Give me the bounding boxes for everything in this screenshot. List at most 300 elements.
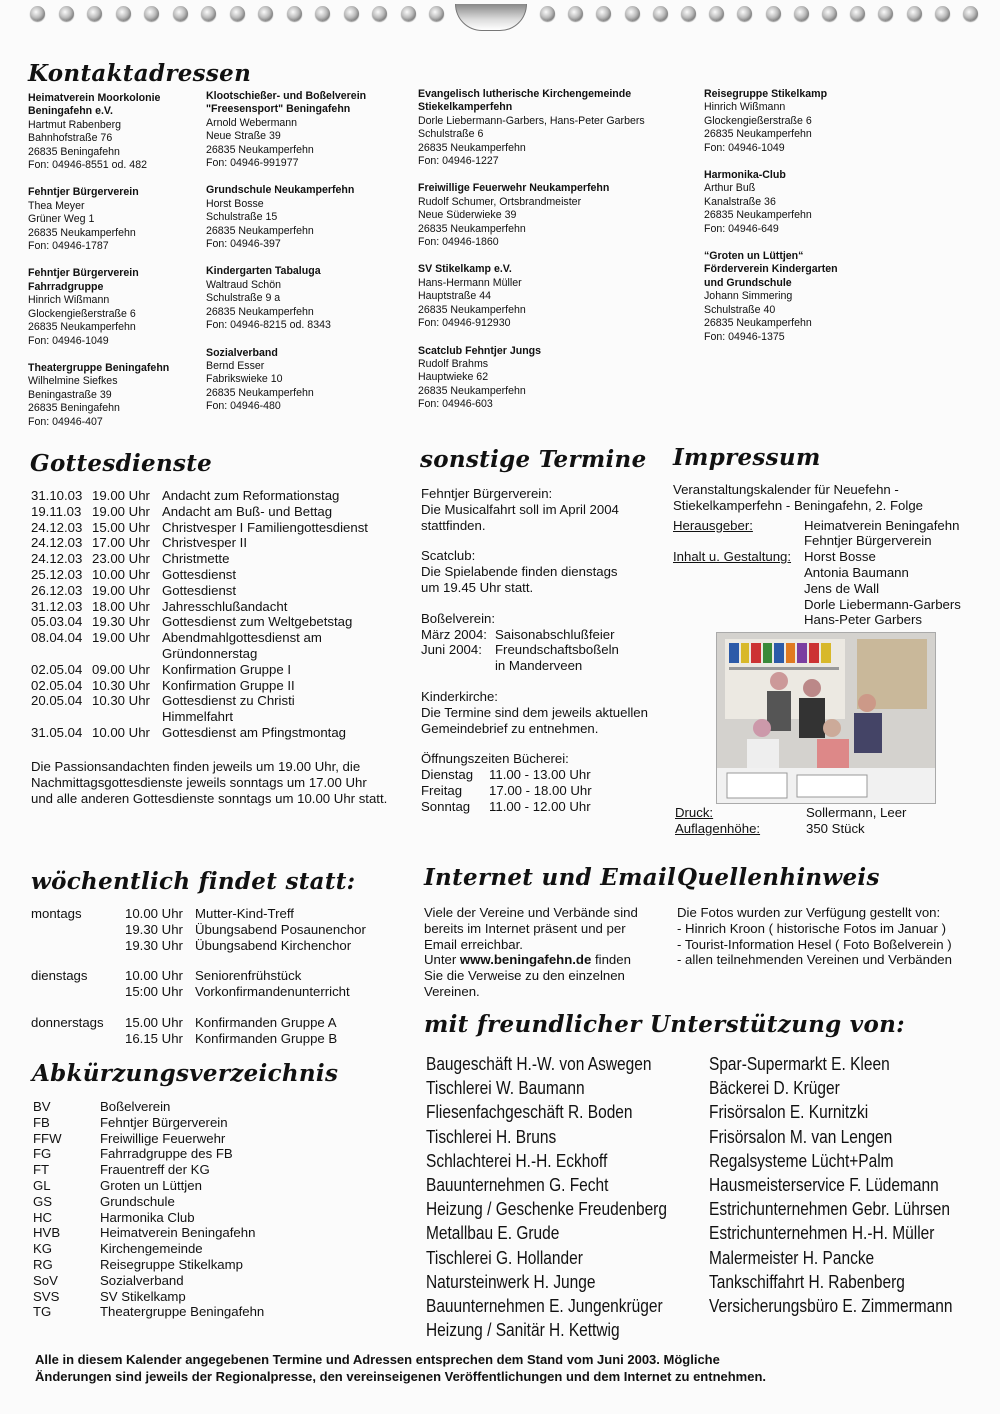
hanger-hook-icon <box>455 4 527 31</box>
sources-line: - Hinrich Kroon ( historische Fotos im Januar ) <box>677 920 946 936</box>
sponsor-item: Frisörsalon M. van Lengen <box>709 1126 893 1147</box>
heading-woechentlich: wöchentlich findet statt: <box>31 868 356 895</box>
contact-line: Neue Süderwieke 39 <box>418 209 517 222</box>
sponsor-item: Hausmeisterservice F. Lüdemann <box>709 1175 939 1196</box>
team-photo <box>716 632 936 804</box>
service-row <box>31 488 416 504</box>
weekly-what: Seniorenfrühstück <box>195 968 302 984</box>
contact-entry <box>28 362 203 429</box>
weekly-day-block <box>31 1015 411 1047</box>
internet-text <box>424 905 664 1000</box>
service-desc <box>162 614 352 630</box>
impressum-value: Antonia Baumann <box>804 564 909 580</box>
contact-entry <box>206 184 411 251</box>
internet-line: Vereinen. <box>424 983 480 999</box>
weekly-items <box>125 968 350 1000</box>
contact-line: Fon: 04946-397 <box>206 238 281 251</box>
sponsor-item: Estrichunternehmen Gebr. Lührsen <box>709 1199 950 1220</box>
services-note-line: Die Passionsandachten finden jeweils um 19.00 Uhr, die <box>31 759 361 774</box>
service-date: 02.05.04 <box>31 677 83 693</box>
binding-ring-icon <box>709 6 724 21</box>
contact-line: 26835 Neukamperfehn <box>28 226 136 239</box>
sponsor-item: Bäckerei D. Krüger <box>709 1078 840 1099</box>
sponsor-item: Heizung / Geschenke Freudenberg <box>426 1199 667 1220</box>
service-date: 31.10.03 <box>31 488 83 503</box>
contact-name: Sozialverband <box>206 346 278 359</box>
impressum-row <box>673 549 983 628</box>
service-desc <box>162 599 287 615</box>
service-time: 15.00 Uhr <box>92 519 150 535</box>
service-desc <box>162 693 295 725</box>
abbreviation-key: KG <box>33 1241 53 1257</box>
contact-name: Beningafehn e.V. <box>28 105 113 118</box>
abbreviation-row <box>33 1304 363 1320</box>
contact-line: Hans-Hermann Müller <box>418 276 522 289</box>
contact-line: Fon: 04946-603 <box>418 398 493 411</box>
contact-line: Fon: 04946-1227 <box>418 155 499 168</box>
service-date: 20.05.04 <box>31 693 83 709</box>
contact-line: 26835 Neukamperfehn <box>206 224 314 237</box>
sources-line: - Tourist-Information Hesel ( Foto Boßelverein ) <box>677 936 952 952</box>
abbreviation-value: Heimatverein Beningafehn <box>100 1225 256 1241</box>
abbreviation-key: FB <box>33 1114 50 1130</box>
event-bossel-what <box>495 627 615 643</box>
library-hours-row <box>421 767 671 783</box>
contact-name: Fehntjer Bürgerverein <box>28 186 139 199</box>
service-time: 10.30 Uhr <box>92 693 150 709</box>
impressum-block <box>673 482 983 628</box>
print-info-row <box>675 821 975 837</box>
sponsor-item: Heizung / Sanitär H. Kettwig <box>426 1320 620 1341</box>
footer-line: Alle in diesem Kalender angegebenen Termine und Adressen entsprechen dem Stand vom Juni 2003. Mögliche <box>35 1352 720 1367</box>
service-date: 02.05.04 <box>31 661 83 677</box>
event-bossel-when: März 2004: <box>421 626 487 642</box>
sponsor-item: Regalsysteme Lücht+Palm <box>709 1150 894 1171</box>
contact-line: Fon: 04946-8215 od. 8343 <box>206 319 331 332</box>
abbreviation-value: Freiwillige Feuerwehr <box>100 1130 226 1146</box>
contact-entry <box>28 186 203 253</box>
impressum-value: Heimatverein Beningafehn <box>804 517 960 533</box>
abbreviation-key: BV <box>33 1099 51 1114</box>
service-desc-line: Gottesdienst <box>162 582 237 598</box>
service-desc-line: Andacht zum Reformationstag <box>162 488 340 503</box>
event-fbv-line: Fehntjer Bürgerverein: <box>421 486 553 501</box>
service-desc <box>162 520 368 536</box>
footer-note <box>35 1351 975 1385</box>
print-info-label: Druck: <box>675 805 714 820</box>
abbreviation-row <box>33 1131 363 1147</box>
contact-line: Rudolf Brahms <box>418 357 489 370</box>
service-desc <box>162 725 346 741</box>
weekly-time: 19.30 Uhr <box>125 921 183 937</box>
contact-line: Arnold Webermann <box>206 116 298 129</box>
weekly-time: 15:00 Uhr <box>125 984 183 1000</box>
service-time: 19.00 Uhr <box>92 630 150 646</box>
service-date: 19.11.03 <box>31 503 82 519</box>
event-fbv-line: Die Musicalfahrt soll im April 2004 <box>421 501 619 517</box>
contact-line: Thea Meyer <box>28 199 85 212</box>
event-bossel-row <box>421 627 671 643</box>
impressum-intro-line: Stiekelkamperfehn - Beningafehn, 2. Folge <box>673 497 923 513</box>
binding-ring-icon <box>963 6 978 21</box>
impressum-intro <box>673 482 983 514</box>
service-date: 31.12.03 <box>31 598 83 614</box>
abbreviation-key: FFW <box>33 1130 62 1146</box>
abbreviation-key: TG <box>33 1304 52 1320</box>
impressum-intro-line: Veranstaltungskalender für Neuefehn - <box>673 482 899 497</box>
contact-name: Heimatverein Moorkolonie <box>28 92 161 104</box>
abbreviation-row <box>33 1257 363 1273</box>
contact-entry <box>418 263 693 330</box>
event-bossel-what <box>495 642 619 674</box>
abbreviation-key: GS <box>33 1193 53 1209</box>
contact-line: 26835 Beningafehn <box>28 145 120 158</box>
weekly-item <box>125 984 350 1000</box>
service-row <box>31 693 416 725</box>
abbreviation-key: RG <box>33 1256 53 1272</box>
contact-line: Beningastraße 39 <box>28 388 112 401</box>
service-time: 18.00 Uhr <box>92 598 150 614</box>
contact-line: Fon: 04946-649 <box>704 222 779 235</box>
weekly-item <box>125 1015 337 1031</box>
binding-ring-icon <box>850 6 865 21</box>
contact-line: Fon: 04946-1860 <box>418 236 499 249</box>
contact-line: 26835 Neukamperfehn <box>418 303 526 316</box>
print-info <box>675 805 975 837</box>
contact-line: Horst Bosse <box>206 197 264 210</box>
service-desc <box>162 630 322 662</box>
weekly-day-block <box>31 968 411 1000</box>
abbreviation-value: Reisegruppe Stikelkamp <box>100 1256 243 1272</box>
abbreviation-value: SV Stikelkamp <box>100 1288 186 1304</box>
abbreviation-value: Boßelverein <box>100 1099 171 1114</box>
abbreviation-row <box>33 1162 363 1178</box>
weekly-day: donnerstags <box>31 1014 104 1030</box>
contact-line: Hinrich Wißmann <box>28 294 110 307</box>
library-hours <box>421 751 671 814</box>
event-kinderkirche-line: Kinderkirche: <box>421 688 498 704</box>
abbreviation-value: Fahrradgruppe des FB <box>100 1146 233 1162</box>
contact-line: Schulstraße 40 <box>704 303 776 316</box>
sources-line: Die Fotos wurden zur Verfügung gestellt von: <box>677 905 941 920</box>
service-row <box>31 551 416 567</box>
service-desc-line: Jahresschlußandacht <box>162 598 288 614</box>
contact-line: 26835 Neukamperfehn <box>206 386 314 399</box>
contact-line: Hauptstraße 44 <box>418 290 492 303</box>
contact-name: und Grundschule <box>704 276 792 289</box>
binding-ring-icon <box>568 6 583 21</box>
binding-ring-icon <box>230 6 245 21</box>
binding-ring-icon <box>87 6 102 21</box>
contact-name: Förderverein Kindergarten <box>704 263 838 276</box>
sponsors-right <box>709 1052 989 1318</box>
contact-name: Klootschießer- und Boßelverein <box>206 90 367 102</box>
contact-line: Fon: 04946-1049 <box>28 334 109 347</box>
weekly-day: dienstags <box>31 968 88 984</box>
contact-entry <box>704 88 904 155</box>
service-row <box>31 583 416 599</box>
internet-line <box>424 952 664 968</box>
contact-line: 26835 Neukamperfehn <box>418 141 526 154</box>
contact-line: Wilhelmine Siefkes <box>28 375 118 388</box>
contact-line: Waltraud Schön <box>206 278 281 291</box>
contact-line: Fon: 04946-1787 <box>28 240 109 253</box>
service-desc-line: Andacht am Buß- und Bettag <box>162 503 333 519</box>
print-info-value: Sollermann, Leer <box>806 805 907 820</box>
binding-ring-icon <box>681 6 696 21</box>
abbreviation-value: Sozialverband <box>100 1272 184 1288</box>
services-list <box>31 488 416 741</box>
impressum-label: Inhalt u. Gestaltung: <box>673 549 792 565</box>
contact-line: 26835 Neukamperfehn <box>704 209 812 222</box>
impressum-value: Hans-Peter Garbers <box>804 612 922 628</box>
event-fbv <box>421 486 671 533</box>
sponsor-item: Tankschiffahrt H. Rabenberg <box>709 1271 905 1292</box>
service-time: 17.00 Uhr <box>92 535 150 551</box>
service-row <box>31 678 416 694</box>
binding-ring-icon <box>173 6 188 21</box>
contact-line: Fon: 04946-8551 od. 482 <box>28 159 147 172</box>
contact-line: Hinrich Wißmann <box>704 101 786 114</box>
binding-ring-icon <box>540 6 555 21</box>
weekly-time: 16.15 Uhr <box>125 1030 183 1046</box>
heading-quellenhinweis: Quellenhinweis <box>677 864 880 891</box>
contact-line: 26835 Neukamperfehn <box>418 222 526 235</box>
service-time: 10.30 Uhr <box>92 677 150 693</box>
contact-name: Fahrradgruppe <box>28 280 104 293</box>
contact-line: 26835 Neukamperfehn <box>418 384 526 397</box>
weekly-item <box>125 922 366 938</box>
binding-ring-icon <box>30 6 45 21</box>
contact-line: Arthur Buß <box>704 182 756 195</box>
contact-name: Stiekelkamperfehn <box>418 101 513 114</box>
contact-name: “Groten un Lüttjen“ <box>704 250 804 263</box>
binding-ring-icon <box>116 6 131 21</box>
contact-line: Rudolf Schumer, Ortsbrandmeister <box>418 195 582 208</box>
weekly-what: Mutter-Kind-Treff <box>195 906 294 921</box>
service-date: 24.12.03 <box>31 535 83 551</box>
library-hours-row <box>421 783 671 799</box>
library-day: Freitag <box>421 782 463 798</box>
weekly-time: 10.00 Uhr <box>125 968 183 984</box>
weekly-items <box>125 1015 337 1047</box>
services-note <box>31 759 421 806</box>
library-hours-head: Öffnungszeiten Bücherei: <box>421 751 569 767</box>
service-desc-line: Christmette <box>162 551 230 567</box>
impressum-value: Jens de Wall <box>804 580 880 596</box>
event-scatclub <box>421 548 671 595</box>
sponsor-item: Schlachterei H.-H. Eckhoff <box>426 1150 608 1171</box>
binding-ring-icon <box>429 6 444 21</box>
abbreviation-value: Fehntjer Bürgerverein <box>100 1114 228 1130</box>
service-row <box>31 599 416 615</box>
service-desc-line: Gottesdienst am Pfingstmontag <box>162 724 346 740</box>
library-time: 17.00 - 18.00 Uhr <box>489 782 592 798</box>
event-bossel-what-line: Saisonabschlußfeier <box>495 626 615 642</box>
contact-entry <box>418 182 693 249</box>
weekly-item <box>125 968 350 984</box>
service-date: 31.05.04 <box>31 724 83 740</box>
binding-ring-icon <box>596 6 611 21</box>
contact-line: 26835 Neukamperfehn <box>206 305 314 318</box>
binding-ring-icon <box>935 6 950 21</box>
contact-entry <box>206 347 411 414</box>
abbreviation-row <box>33 1115 363 1131</box>
contact-line: Kanalstraße 36 <box>704 195 776 208</box>
abbreviation-value: Kirchengemeinde <box>100 1241 203 1257</box>
service-time: 19.00 Uhr <box>92 503 150 519</box>
sources-text <box>677 905 987 968</box>
heading-kontaktadressen: Kontaktadressen <box>28 60 252 87</box>
weekly-what: Übungsabend Posaunenchor <box>195 921 366 937</box>
event-bossel-head: Boßelverein: <box>421 610 496 626</box>
binding-ring-icon <box>201 6 216 21</box>
sources-line: - allen teilnehmenden Vereinen und Verbänden <box>677 952 952 968</box>
service-time: 10.00 Uhr <box>92 566 150 582</box>
binding-ring-icon <box>794 6 809 21</box>
services-note-line: und alle anderen Gottesdienste sonntags um 10.00 Uhr statt. <box>31 790 388 806</box>
contact-line: Neue Straße 39 <box>206 130 281 143</box>
binding-ring-icon <box>258 6 273 21</box>
contact-entry <box>704 169 904 236</box>
heading-unterstuetzung: mit freundlicher Unterstützung von: <box>424 1011 905 1038</box>
service-desc <box>162 551 229 567</box>
contact-name: Grundschule Neukamperfehn <box>206 184 355 197</box>
weekly-what: Vorkonfirmandenunterricht <box>195 984 350 1000</box>
abbreviation-key: FG <box>33 1146 52 1162</box>
services-note-line: Nachmittagsgottesdienste jeweils sonntags um 17.00 Uhr <box>31 774 367 790</box>
binding-ring-icon <box>907 6 922 21</box>
service-date: 05.03.04 <box>31 614 83 630</box>
contact-name: Fehntjer Bürgerverein <box>28 267 139 280</box>
service-desc <box>162 504 332 520</box>
service-desc <box>162 567 236 583</box>
print-info-row <box>675 805 975 821</box>
contact-name: "Freesensport" Beningafehn <box>206 103 351 116</box>
internet-suffix: finden <box>591 952 631 968</box>
internet-line: Email erreichbar. <box>424 936 523 952</box>
service-desc-line: Christvesper I Familiengottesdienst <box>162 519 368 535</box>
service-desc <box>162 535 247 551</box>
contacts-column-3 <box>418 88 693 426</box>
weekly-what: Konfirmanden Gruppe B <box>195 1030 338 1046</box>
sponsor-item: Tischlerei W. Baumann <box>426 1078 585 1099</box>
internet-prefix: Unter <box>424 952 460 968</box>
contact-name: SV Stikelkamp e.V. <box>418 263 512 276</box>
contacts-column-1 <box>28 92 203 443</box>
event-bossel-when: Juni 2004: <box>421 642 482 658</box>
service-row <box>31 567 416 583</box>
heading-sonstige-termine: sonstige Termine <box>420 446 647 473</box>
service-desc-line: Christvesper II <box>162 535 248 551</box>
contact-line: Fon: 04946-991977 <box>206 157 299 170</box>
sponsor-item: Frisörsalon E. Kurnitzki <box>709 1102 869 1123</box>
contact-entry <box>28 267 203 347</box>
website-link[interactable]: www.beningafehn.de <box>459 952 592 968</box>
contact-name: Kindergarten Tabaluga <box>206 265 321 278</box>
contact-line: Schulstraße 6 <box>418 128 484 141</box>
internet-line: Sie die Verweise zu den einzelnen <box>424 968 625 984</box>
contact-line: Schulstraße 15 <box>206 211 278 224</box>
contact-line: Fon: 04946-1375 <box>704 330 785 343</box>
contact-line: Fon: 04946-407 <box>28 415 103 428</box>
abbreviation-row <box>33 1273 363 1289</box>
binding-ring-icon <box>822 6 837 21</box>
heading-gottesdienste: Gottesdienste <box>30 450 213 477</box>
impressum-label: Herausgeber: <box>673 517 753 533</box>
contact-entry <box>206 90 411 170</box>
abbreviation-value: Harmonika Club <box>100 1209 195 1225</box>
sponsor-item: Versicherungsbüro E. Zimmermann <box>709 1296 953 1317</box>
contact-line: Fon: 04946-480 <box>206 400 281 413</box>
library-hours-row <box>421 799 671 815</box>
abbreviation-key: SoV <box>33 1272 58 1288</box>
contact-line: Bahnhofstraße 76 <box>28 132 113 145</box>
event-bossel <box>421 611 671 674</box>
print-info-label: Auflagenhöhe: <box>675 820 761 836</box>
library-time: 11.00 - 12.00 Uhr <box>489 798 591 814</box>
abbreviation-key: GL <box>33 1177 51 1193</box>
event-fbv-line: stattfinden. <box>421 517 486 533</box>
weekly-what: Konfirmanden Gruppe A <box>195 1014 337 1030</box>
binding-ring-icon <box>59 6 74 21</box>
event-scatclub-line: Die Spielabende finden dienstags <box>421 564 618 580</box>
contact-line: Dorle Liebermann-Garbers, Hans-Peter Garbers <box>418 114 645 127</box>
footer-line: Änderungen sind jeweils der Regionalpresse, den vereinseigenen Veröffentlichungen und dem Internet zu entnehmen. <box>35 1369 767 1384</box>
weekly-day-block <box>31 906 411 953</box>
service-desc <box>162 583 236 599</box>
binding-ring-icon <box>653 6 668 21</box>
binding-ring-icon <box>401 6 416 21</box>
service-row <box>31 504 416 520</box>
abbreviation-key: SVS <box>33 1288 60 1304</box>
service-date: 26.12.03 <box>31 582 83 598</box>
abbreviation-key: HC <box>33 1209 53 1225</box>
service-time: 10.00 Uhr <box>92 724 150 740</box>
service-desc-line: Gottesdienst <box>162 566 237 582</box>
abbreviation-row <box>33 1178 363 1194</box>
sponsor-item: Natursteinwerk H. Junge <box>426 1271 596 1292</box>
heading-abkuerzungen: Abkürzungsverzeichnis <box>32 1060 339 1087</box>
event-scatclub-line: Scatclub: <box>421 548 476 564</box>
contact-name: Theatergruppe Beningafehn <box>28 361 170 374</box>
abbreviation-key: HVB <box>33 1225 61 1241</box>
contact-line: 26835 Neukamperfehn <box>704 317 812 330</box>
binding-ring-icon <box>372 6 387 21</box>
library-day: Sonntag <box>421 798 471 814</box>
service-date: 25.12.03 <box>31 566 83 582</box>
event-scatclub-line: um 19.45 Uhr statt. <box>421 579 534 595</box>
service-row <box>31 662 416 678</box>
service-row <box>31 520 416 536</box>
service-desc <box>162 662 291 678</box>
weekly-what: Übungsabend Kirchenchor <box>195 937 352 953</box>
sponsor-item: Estrichunternehmen H.-H. Müller <box>709 1223 935 1244</box>
contacts-column-4 <box>704 88 904 358</box>
abbreviation-value: Frauentreff der KG <box>100 1162 210 1178</box>
contact-line: Schulstraße 9 a <box>206 292 281 305</box>
sponsor-item: Tischlerei H. Bruns <box>426 1126 557 1147</box>
internet-line: bereits im Internet präsent und per <box>424 920 626 936</box>
event-kinderkirche <box>421 689 671 736</box>
event-kinderkirche-line: Die Termine sind dem jeweils aktuellen <box>421 704 648 720</box>
binding-ring-icon <box>144 6 159 21</box>
abbreviations-list <box>33 1099 363 1320</box>
service-desc <box>162 678 295 694</box>
service-time: 23.00 Uhr <box>92 551 150 567</box>
service-time: 19.30 Uhr <box>92 614 150 630</box>
event-bossel-row <box>421 642 671 674</box>
